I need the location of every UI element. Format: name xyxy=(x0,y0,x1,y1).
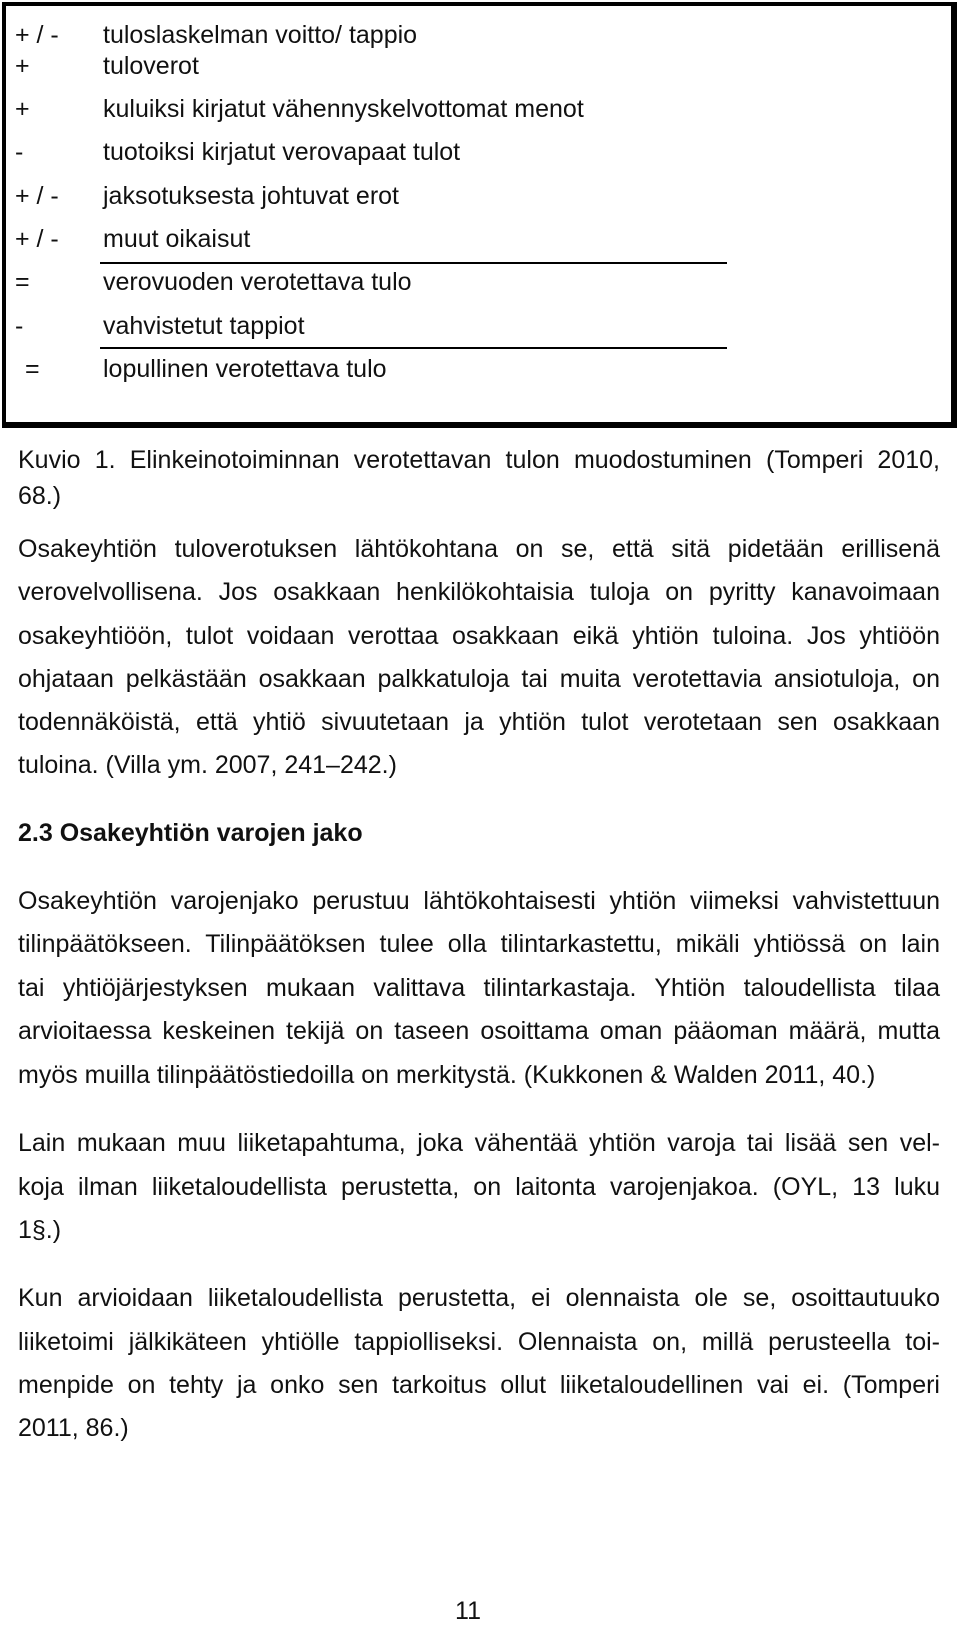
subtotal-line xyxy=(100,262,727,264)
figure-row-sign: + / - xyxy=(15,21,59,49)
paragraph-line: todennäköistä, että yhtiö sivuutetaan ja yhtiön tulot verotetaan sen osakkaan xyxy=(18,708,940,736)
figure-row-sign: = xyxy=(15,268,30,296)
paragraph-line: koja ilman liiketaloudellista perustetta, on laitonta varojenjakoa. (OYL, 13 luku xyxy=(18,1173,940,1201)
figure-row-label: muut oikaisut xyxy=(103,225,251,253)
paragraph-line: Osakeyhtiön varojenjako perustuu lähtökohtaisesti yhtiön viimeksi vahvistettuun xyxy=(18,887,940,915)
figure-row-label: verovuoden verotettava tulo xyxy=(103,268,412,296)
figure-row xyxy=(0,224,940,254)
figure-row-label: tuotoiksi kirjatut verovapaat tulot xyxy=(103,138,461,166)
paragraph-line: myös muilla tilinpäätöstiedoilla on merkitystä. (Kukkonen & Walden 2011, 40.) xyxy=(18,1061,876,1089)
figure-row-sign: + xyxy=(15,95,30,123)
total-line xyxy=(100,347,727,349)
paragraph-line: tuloina. (Villa ym. 2007, 241–242.) xyxy=(18,751,397,779)
paragraph-line: Lain mukaan muu liiketapahtuma, joka vähentää yhtiön varoja tai lisää sen vel- xyxy=(18,1129,940,1157)
figure-row-sign: + / - xyxy=(15,182,59,210)
figure-row-sign: = xyxy=(25,355,40,383)
figure-row-sign: + xyxy=(15,52,30,80)
paragraph-line: menpide on tehty ja onko sen tarkoitus ollut liiketaloudellinen vai ei. (Tomperi xyxy=(18,1371,940,1399)
paragraph-line: osakeyhtiöön, tulot voidaan verottaa osakkaan eikä yhtiön tuloina. Jos yhtiöön xyxy=(18,622,940,650)
figure-row-sign: - xyxy=(15,312,24,340)
figure-row-sign: - xyxy=(15,138,24,166)
figure-row-sign: + / - xyxy=(15,225,59,253)
paragraph-line: verovelvollisena. Jos osakkaan henkilökohtaisia tuloja on pyritty kanavoimaan xyxy=(18,578,940,606)
figure-row xyxy=(0,311,940,341)
paragraph-line: tai yhtiöjärjestyksen mukaan valittava tilintarkastaja. Yhtiön taloudellista tilaa xyxy=(18,974,940,1002)
figure-caption-line: Kuvio 1. Elinkeinotoiminnan verotettavan tulon muodostuminen (Tomperi 2010, xyxy=(18,446,940,474)
section-heading: 2.3 Osakeyhtiön varojen jako xyxy=(18,819,363,847)
figure-caption-line: 68.) xyxy=(18,482,62,510)
paragraph-line: 1§.) xyxy=(18,1216,62,1244)
figure-row-label: vahvistetut tappiot xyxy=(103,312,305,340)
page-number: 11 xyxy=(455,1597,481,1625)
figure-row-label: kuluiksi kirjatut vähennyskelvottomat menot xyxy=(103,95,584,123)
figure-row xyxy=(0,94,940,124)
paragraph-line: arvioitaessa keskeinen tekijä on taseen osoittama oman pääoman määrä, mutta xyxy=(18,1017,940,1045)
paragraph-line: Osakeyhtiön tuloverotuksen lähtökohtana on se, että sitä pidetään erillisenä xyxy=(18,535,940,563)
figure-row xyxy=(0,20,940,50)
figure-row xyxy=(0,267,940,297)
figure-row-label: tuloverot xyxy=(103,52,199,80)
figure-row xyxy=(0,51,940,81)
figure-row xyxy=(0,137,940,167)
figure-row-label: lopullinen verotettava tulo xyxy=(103,355,387,383)
paragraph-line: 2011, 86.) xyxy=(18,1414,129,1442)
paragraph-line: tilinpäätökseen. Tilinpäätöksen tulee olla tilintarkastettu, mikäli yhtiössä on lain xyxy=(18,930,940,958)
figure-row-label: tuloslaskelman voitto/ tappio xyxy=(103,21,418,49)
paragraph-line: ohjataan pelkästään osakkaan palkkatuloja tai muita verotettavia ansiotuloja, on xyxy=(18,665,940,693)
paragraph-line: Kun arvioidaan liiketaloudellista perustetta, ei olennaista ole se, osoittautuuko xyxy=(18,1284,940,1312)
figure-row xyxy=(0,354,940,384)
figure-row-label: jaksotuksesta johtuvat erot xyxy=(103,182,399,210)
figure-row xyxy=(0,181,940,211)
paragraph-line: liiketoimi jälkikäteen yhtiölle tappiolliseksi. Olennaista on, millä perusteella toi- xyxy=(18,1328,940,1356)
